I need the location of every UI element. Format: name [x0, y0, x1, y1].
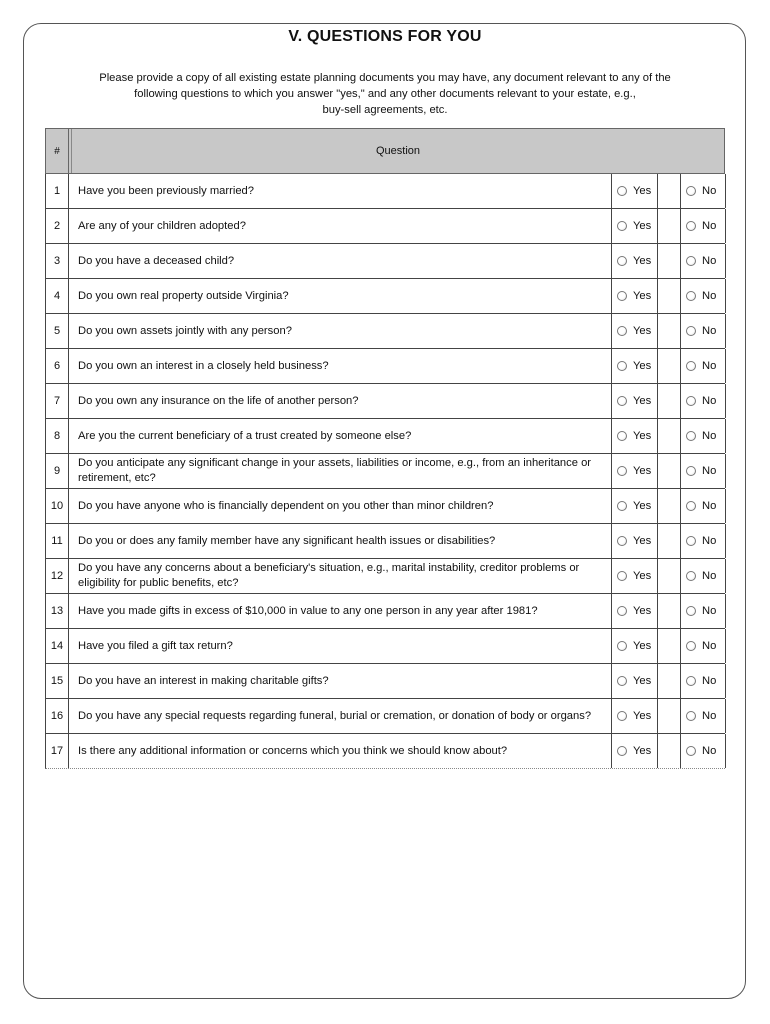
radio-yes[interactable] [617, 466, 627, 476]
radio-yes[interactable] [617, 536, 627, 546]
yes-label: Yes [633, 360, 652, 372]
intro-line: Please provide a copy of all existing estate planning documents you may have, any document relevant to any of the [99, 72, 671, 84]
table-row [45, 699, 725, 734]
column-spacer [656, 244, 680, 278]
no-label: No [702, 675, 717, 687]
section-title: V. QUESTIONS FOR YOU [288, 28, 482, 45]
table-row [45, 489, 725, 524]
column-spacer [656, 384, 680, 418]
yes-option[interactable] [611, 489, 658, 523]
column-spacer [656, 454, 680, 488]
yes-option[interactable] [611, 629, 658, 663]
column-spacer [656, 489, 680, 523]
no-label: No [702, 255, 717, 267]
no-option[interactable] [680, 734, 726, 768]
yes-label: Yes [633, 710, 652, 722]
no-option[interactable] [680, 419, 726, 453]
no-option[interactable] [680, 489, 726, 523]
yes-option[interactable] [611, 419, 658, 453]
question-text: Do you own any insurance on the life of another person? [78, 394, 359, 407]
question-text: Do you have any concerns about a beneficiary's situation, e.g., marital instability, creditor problems or eligibility for public benefits, etc? [78, 562, 580, 589]
question-text: Have you made gifts in excess of $10,000 in value to any one person in any year after 1981? [78, 604, 538, 617]
radio-no[interactable] [686, 291, 696, 301]
radio-no[interactable] [686, 431, 696, 441]
table-row [45, 734, 725, 769]
no-option[interactable] [680, 209, 726, 243]
radio-yes[interactable] [617, 606, 627, 616]
yes-option[interactable] [611, 384, 658, 418]
row-number: 14 [46, 629, 69, 663]
yes-option[interactable] [611, 699, 658, 733]
column-spacer [656, 594, 680, 628]
column-spacer [656, 699, 680, 733]
radio-no[interactable] [686, 571, 696, 581]
question-text: Have you filed a gift tax return? [78, 639, 233, 652]
radio-yes[interactable] [617, 746, 627, 756]
yes-label: Yes [633, 605, 652, 617]
no-option[interactable] [680, 384, 726, 418]
yes-option[interactable] [611, 314, 658, 348]
no-label: No [702, 290, 717, 302]
number-column-header: # [46, 129, 69, 173]
question-text: Are you the current beneficiary of a trust created by someone else? [78, 429, 412, 442]
radio-yes[interactable] [617, 186, 627, 196]
row-number: 16 [46, 699, 69, 733]
row-number: 13 [46, 594, 69, 628]
column-spacer [656, 559, 680, 593]
question-text: Do you own real property outside Virginia? [78, 289, 289, 302]
column-spacer [656, 734, 680, 768]
column-spacer [656, 279, 680, 313]
yes-label: Yes [633, 465, 652, 477]
radio-no[interactable] [686, 221, 696, 231]
intro-line: buy-sell agreements, etc. [322, 104, 448, 116]
radio-yes[interactable] [617, 676, 627, 686]
radio-yes[interactable] [617, 361, 627, 371]
table-row [45, 314, 725, 349]
yes-option[interactable] [611, 209, 658, 243]
intro-text [70, 70, 700, 118]
row-number: 2 [46, 209, 69, 243]
radio-no[interactable] [686, 361, 696, 371]
yes-label: Yes [633, 745, 652, 757]
question-text: Do you have any special requests regarding funeral, burial or cremation, or donation of body or organs? [78, 709, 592, 722]
no-label: No [702, 710, 717, 722]
column-spacer [656, 174, 680, 208]
no-option[interactable] [680, 594, 726, 628]
yes-option[interactable] [611, 349, 658, 383]
radio-no[interactable] [686, 186, 696, 196]
row-number: 8 [46, 419, 69, 453]
no-option[interactable] [680, 349, 726, 383]
row-number: 11 [46, 524, 69, 558]
yes-label: Yes [633, 500, 652, 512]
table-row [45, 279, 725, 314]
radio-yes[interactable] [617, 711, 627, 721]
row-number: 3 [46, 244, 69, 278]
column-spacer [656, 664, 680, 698]
radio-no[interactable] [686, 256, 696, 266]
radio-yes[interactable] [617, 501, 627, 511]
no-label: No [702, 360, 717, 372]
yes-option[interactable] [611, 524, 658, 558]
radio-no[interactable] [686, 746, 696, 756]
yes-label: Yes [633, 395, 652, 407]
radio-no[interactable] [686, 606, 696, 616]
row-number: 15 [46, 664, 69, 698]
table-row [45, 244, 725, 279]
no-option[interactable] [680, 314, 726, 348]
row-number: 6 [46, 349, 69, 383]
table-row [45, 349, 725, 384]
row-number: 1 [46, 174, 69, 208]
table-row [45, 559, 725, 594]
radio-yes[interactable] [617, 221, 627, 231]
no-option[interactable] [680, 279, 726, 313]
radio-yes[interactable] [617, 396, 627, 406]
no-option[interactable] [680, 524, 726, 558]
table-row [45, 524, 725, 559]
row-number: 10 [46, 489, 69, 523]
no-label: No [702, 185, 717, 197]
no-option[interactable] [680, 664, 726, 698]
no-option[interactable] [680, 244, 726, 278]
yes-label: Yes [633, 640, 652, 652]
table-row [45, 419, 725, 454]
radio-no[interactable] [686, 536, 696, 546]
yes-option[interactable] [611, 559, 658, 593]
radio-no[interactable] [686, 501, 696, 511]
no-label: No [702, 745, 717, 757]
radio-yes[interactable] [617, 291, 627, 301]
row-number: 17 [46, 734, 69, 768]
no-label: No [702, 500, 717, 512]
no-label: No [702, 605, 717, 617]
table-row [45, 664, 725, 699]
table-row [45, 454, 725, 489]
yes-option[interactable] [611, 734, 658, 768]
yes-label: Yes [633, 290, 652, 302]
question-text: Do you or does any family member have any significant health issues or disabilities? [78, 534, 496, 547]
question-text: Do you have anyone who is financially dependent on you other than minor children? [78, 499, 494, 512]
yes-option[interactable] [611, 174, 658, 208]
no-label: No [702, 535, 717, 547]
question-text: Do you have an interest in making charitable gifts? [78, 674, 329, 687]
radio-no[interactable] [686, 711, 696, 721]
radio-no[interactable] [686, 676, 696, 686]
yes-option[interactable] [611, 454, 658, 488]
question-text: Do you own assets jointly with any person? [78, 324, 292, 337]
no-label: No [702, 640, 717, 652]
row-number: 12 [46, 559, 69, 593]
column-spacer [656, 419, 680, 453]
yes-label: Yes [633, 570, 652, 582]
column-spacer [656, 349, 680, 383]
radio-no[interactable] [686, 466, 696, 476]
question-column-header: Question [375, 145, 421, 157]
yes-label: Yes [633, 255, 652, 267]
radio-yes[interactable] [617, 326, 627, 336]
no-option[interactable] [680, 629, 726, 663]
radio-no[interactable] [686, 396, 696, 406]
table-header [45, 128, 725, 174]
question-text: Are any of your children adopted? [78, 219, 246, 232]
question-text: Is there any additional information or concerns which you think we should know about? [78, 744, 508, 757]
radio-yes[interactable] [617, 641, 627, 651]
table-row [45, 174, 725, 209]
column-spacer [656, 209, 680, 243]
row-number: 4 [46, 279, 69, 313]
table-row [45, 209, 725, 244]
yes-option[interactable] [611, 244, 658, 278]
radio-no[interactable] [686, 641, 696, 651]
column-spacer [656, 629, 680, 663]
yes-label: Yes [633, 675, 652, 687]
questions-table [45, 128, 725, 769]
yes-label: Yes [633, 535, 652, 547]
table-body [45, 174, 725, 769]
no-label: No [702, 570, 717, 582]
yes-label: Yes [633, 430, 652, 442]
no-label: No [702, 430, 717, 442]
no-label: No [702, 325, 717, 337]
question-text: Have you been previously married? [78, 184, 254, 197]
yes-label: Yes [633, 325, 652, 337]
yes-option[interactable] [611, 594, 658, 628]
no-label: No [702, 395, 717, 407]
radio-yes[interactable] [617, 571, 627, 581]
row-number: 5 [46, 314, 69, 348]
no-option[interactable] [680, 559, 726, 593]
question-text: Do you anticipate any significant change in your assets, liabilities or income, e.g., from an inheritance or retirement, etc? [78, 457, 592, 484]
row-number: 7 [46, 384, 69, 418]
question-text: Do you have a deceased child? [78, 254, 235, 267]
question-text: Do you own an interest in a closely held business? [78, 359, 329, 372]
radio-yes[interactable] [617, 256, 627, 266]
column-spacer [656, 524, 680, 558]
no-option[interactable] [680, 454, 726, 488]
yes-option[interactable] [611, 664, 658, 698]
radio-no[interactable] [686, 326, 696, 336]
yes-option[interactable] [611, 279, 658, 313]
no-label: No [702, 465, 717, 477]
no-label: No [702, 220, 717, 232]
table-row [45, 629, 725, 664]
table-row [45, 594, 725, 629]
no-option[interactable] [680, 699, 726, 733]
column-spacer [656, 314, 680, 348]
radio-yes[interactable] [617, 431, 627, 441]
intro-line: following questions to which you answer "yes," and any other documents relevant to your estate, e.g., [134, 88, 636, 100]
row-number: 9 [46, 454, 69, 488]
yes-label: Yes [633, 220, 652, 232]
no-option[interactable] [680, 174, 726, 208]
table-row [45, 384, 725, 419]
yes-label: Yes [633, 185, 652, 197]
